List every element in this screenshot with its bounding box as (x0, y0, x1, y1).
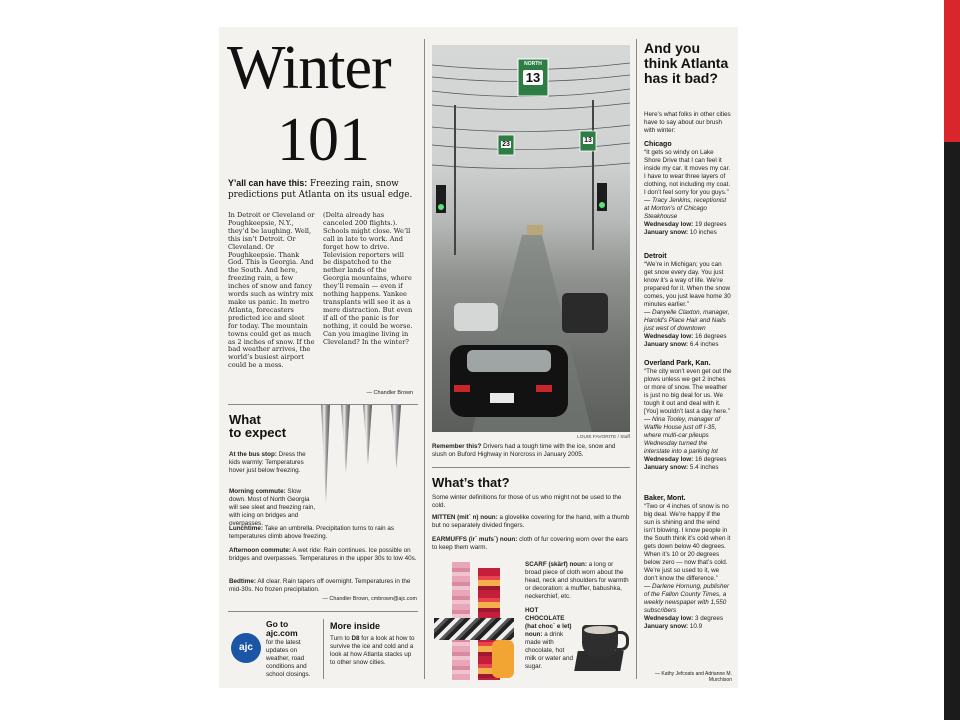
hot-chocolate-photo (574, 623, 632, 679)
definition-hot-chocolate: HOT CHOCOLATE (hat choc´ e let) noun: a drink made with chocolate, hot milk or water and sugar. (525, 607, 573, 670)
intro-column-2: (Delta already has canceled 200 flights.). Schools might close. We’ll call in late to work. And forget how to drive. Television reporters will be dispatched to the nether lands of the Georgia mountains, where they’ll remain — even if nothing happens. Yankee transplants will see it as a mere distraction. But even if all of the panic is for nothing, it could be worse. Can you imagine living in Cleveland? In the winter? (323, 212, 413, 346)
deck-lead: Y’all can have this: (228, 178, 308, 188)
more-inside-title: More inside (330, 621, 381, 631)
deck (228, 178, 418, 200)
ajc-goto (266, 620, 320, 638)
city-quote: “It gets so windy on Lake Shore Drive that I can feel it inside my car. It moves my car. I have to wear three layers of clothing, not including my coat. I don’t feel sorry for you guys.” (644, 149, 731, 196)
whats-that-title: What’s that? (432, 475, 510, 490)
city-baker: Baker, Mont. “Two or 4 inches of snow is no big deal. We’re happy if the sun is shining and the wind isn’t blowing. I know people in the South think it’s cold when it gets down below 40 degrees. When it’s 10 or 20 degrees below zero — now that’s cold. We’re just so used to it, we don’t know the difference.” — Darlene Hornung, publisher of the Fallon County Times, a weekly newspaper with 1,550 subscribers Wednesday low: 3 degrees January snow: 10.9 (644, 495, 731, 630)
sidebar-title: And you think Atlanta has it bad? (644, 40, 729, 86)
city-name: Overland Park, Kan. (644, 360, 711, 367)
what-to-expect-title (229, 413, 309, 439)
expect-item-lunch: Lunchtime: Take an umbrella. Precipitation turns to rain as temperatures climb above freezing. (229, 525, 395, 540)
ajc-text: for the latest updates on weather, road conditions and school closings. (266, 639, 311, 678)
city-quote: “The city won’t even get out the plows unless we get 2 inches or more of snow. The weather is just no big deal for us. We tough it out and deal with it. [You] wouldn’t last a day here.” (644, 368, 732, 415)
ajc-goto-label: Go to (266, 619, 289, 629)
sidebar-credit: — Kathy Jefcoats and Adrianne M. Murchison (655, 671, 732, 683)
photo-credit: LOUIE FAVORITE / Staff (577, 435, 630, 440)
road-sign-top-label: NORTH (524, 61, 542, 67)
deck-text: Freezing rain, snow predictions put Atlanta on its usual edge. (228, 179, 413, 200)
divider (636, 39, 637, 679)
road-photo (432, 45, 630, 432)
ajc-url-link[interactable]: ajc.com (266, 628, 298, 638)
divider (432, 467, 630, 468)
definition-mitten: MITTEN (mit´ n) noun: a glovelike covering for the hand, with a thumb but no separately divided fingers. (432, 514, 630, 529)
road-sign-left: 23 (502, 141, 510, 148)
zigzag-scarf (434, 618, 514, 640)
city-name: Baker, Mont. (644, 495, 686, 502)
city-quote: “Two or 4 inches of snow is no big deal. We’re happy if the sun is shining and the wind isn’t blowing. I know people in the South think it’s cold when it gets down below 40 degrees. When it’s 10 or 20 degrees below zero — now that’s cold. We’re just so used to it, we don’t know the difference.” (644, 503, 731, 582)
expect-item-bedtime: Bedtime: All clear. Rain tapers off overnight. Temperatures in the mid-30s. No frozen precipitation. (229, 578, 411, 593)
city-detroit: Detroit “We’re in Michigan; you can get snow every day. You just know it’s a way of life. We’re prepared for it. When the snow comes, you just leave home 30 minutes earlier.” — Danyelle Claxton, manager, Harold’s Place Hair and Nails just west of downtown Wednesday low: 16 degrees January snow: 6.4 inches (644, 253, 731, 348)
orange-scarf (492, 640, 514, 678)
city-attribution: — Darlene Hornung, publisher of the Fallon County Times, a weekly newspaper with 1,550 subscribers (644, 583, 730, 614)
photo-caption: Remember this? Drivers had a tough time with the ice, snow and slush on Buford Highway in Norcross in January 2005. (432, 443, 616, 458)
expect-item-bus: At the bus stop: Dress the kids warmly: Temperatures hover just below freezing. (229, 451, 306, 474)
expect-credit: — Chandler Brown, cmbrown@ajc.com (322, 596, 417, 602)
sidebar-intro: Here’s what folks in other cities have to say about our brush with winter: (644, 111, 731, 134)
divider (228, 611, 418, 612)
definition-earmuffs: EARMUFFS (ir´ mufs´) noun: cloth of fur covering worn over the ears to keep them warm. (432, 536, 628, 551)
mug-handle (616, 631, 629, 651)
intro-byline: — Chandler Brown (366, 390, 413, 396)
dark-side-bar (944, 142, 960, 720)
headline-101: 101 (277, 106, 370, 174)
icicles-photo (317, 405, 413, 505)
what-to-expect-title-line2: to expect (229, 425, 287, 440)
accent-bar (944, 0, 960, 142)
intro-column-1: In Detroit or Cleveland or Poughkeepsie, N.Y., they’d be laughing. Well, this isn’t Detroit. Or Cleveland. Or Poughkeepsie. Thank God. This is Georgia. And the South. And here, freezing rain, a few inches of snow and fancy words such as wintry mix make us panic. In metro Atlanta, forecasters predicted ice and sleet for today. The mountain towns could get as much as 2 inches of snow. If the bad weather arrives, the world’s busiest airport could be a mess. (228, 212, 315, 370)
expect-item-morning: Morning commute: Slow down. Most of North Georgia will see sleet and freezing rain, with icing on bridges and overpasses. (229, 488, 316, 527)
newspaper-page (219, 27, 738, 688)
whats-that-intro: Some winter definitions for those of us who might not be used to the cold. (432, 494, 622, 509)
city-attribution: — Danyelle Claxton, manager, Harold’s Place Hair and Nails just west of downtown (644, 309, 730, 332)
divider (323, 619, 324, 679)
divider (424, 39, 425, 679)
ajc-logo[interactable]: ajc (231, 633, 261, 663)
road-photo-illustration (432, 45, 630, 432)
whipped-cream (584, 626, 616, 634)
city-name: Detroit (644, 253, 667, 260)
city-chicago: Chicago “It gets so windy on Lake Shore Drive that I can feel it inside my car. It moves my car. I have to wear three layers of clothing, not including my coat. I don’t feel sorry for you guys.” — Tracy Jenkins, receptionist at Morton’s of Chicago Steakhouse Wednesday low: 19 degrees January snow: 10 inches (644, 141, 731, 236)
headline-winter: Winter (227, 34, 391, 102)
expect-item-afternoon: Afternoon commute: A wet ride: Rain continues. Ice possible on bridges and overpasses. Temperatures in the upper 30s to low 40s. (229, 547, 417, 562)
city-name: Chicago (644, 141, 672, 148)
what-to-expect-title-line1: What (229, 412, 261, 427)
city-overland-park: Overland Park, Kan. “The city won’t even get out the plows unless we get 2 inches or more of snow. The weather is just no big deal for us. We tough it out and deal with it. [You] wouldn’t last a day here.” — Nina Tooley, manager of Waffle House just off I-35, where multi-car pileups Wednesday turned the interstate into a parking lot Wednesday low: 16 degrees January snow: 5.4 inches (644, 360, 732, 471)
more-inside-text: Turn to D8 for a look at how to survive the ice and cold and a look at how Atlanta stacks up to other snow cities. (330, 635, 415, 666)
city-quote: “We’re in Michigan; you can get snow every day. You just know it’s a way of life. We’re prepared for it. When the snow comes, you just leave home 30 minutes earlier.” (644, 261, 731, 308)
city-attribution: — Tracy Jenkins, receptionist at Morton’s of Chicago Steakhouse (644, 197, 727, 220)
city-attribution: — Nina Tooley, manager of Waffle House just off I-35, where multi-car pileups Wednesday turned the interstate into a parking lot (644, 416, 720, 455)
definition-scarf: SCARF (skärf) noun: a long or broad piece of cloth worn about the head, neck and shoulders for warmth or decoration: a muffler, babushka, neckerchief, etc. (525, 561, 629, 600)
scarves-photo (432, 560, 522, 685)
road-sign-right: 13 (584, 137, 592, 144)
road-sign-number: 13 (518, 70, 548, 85)
